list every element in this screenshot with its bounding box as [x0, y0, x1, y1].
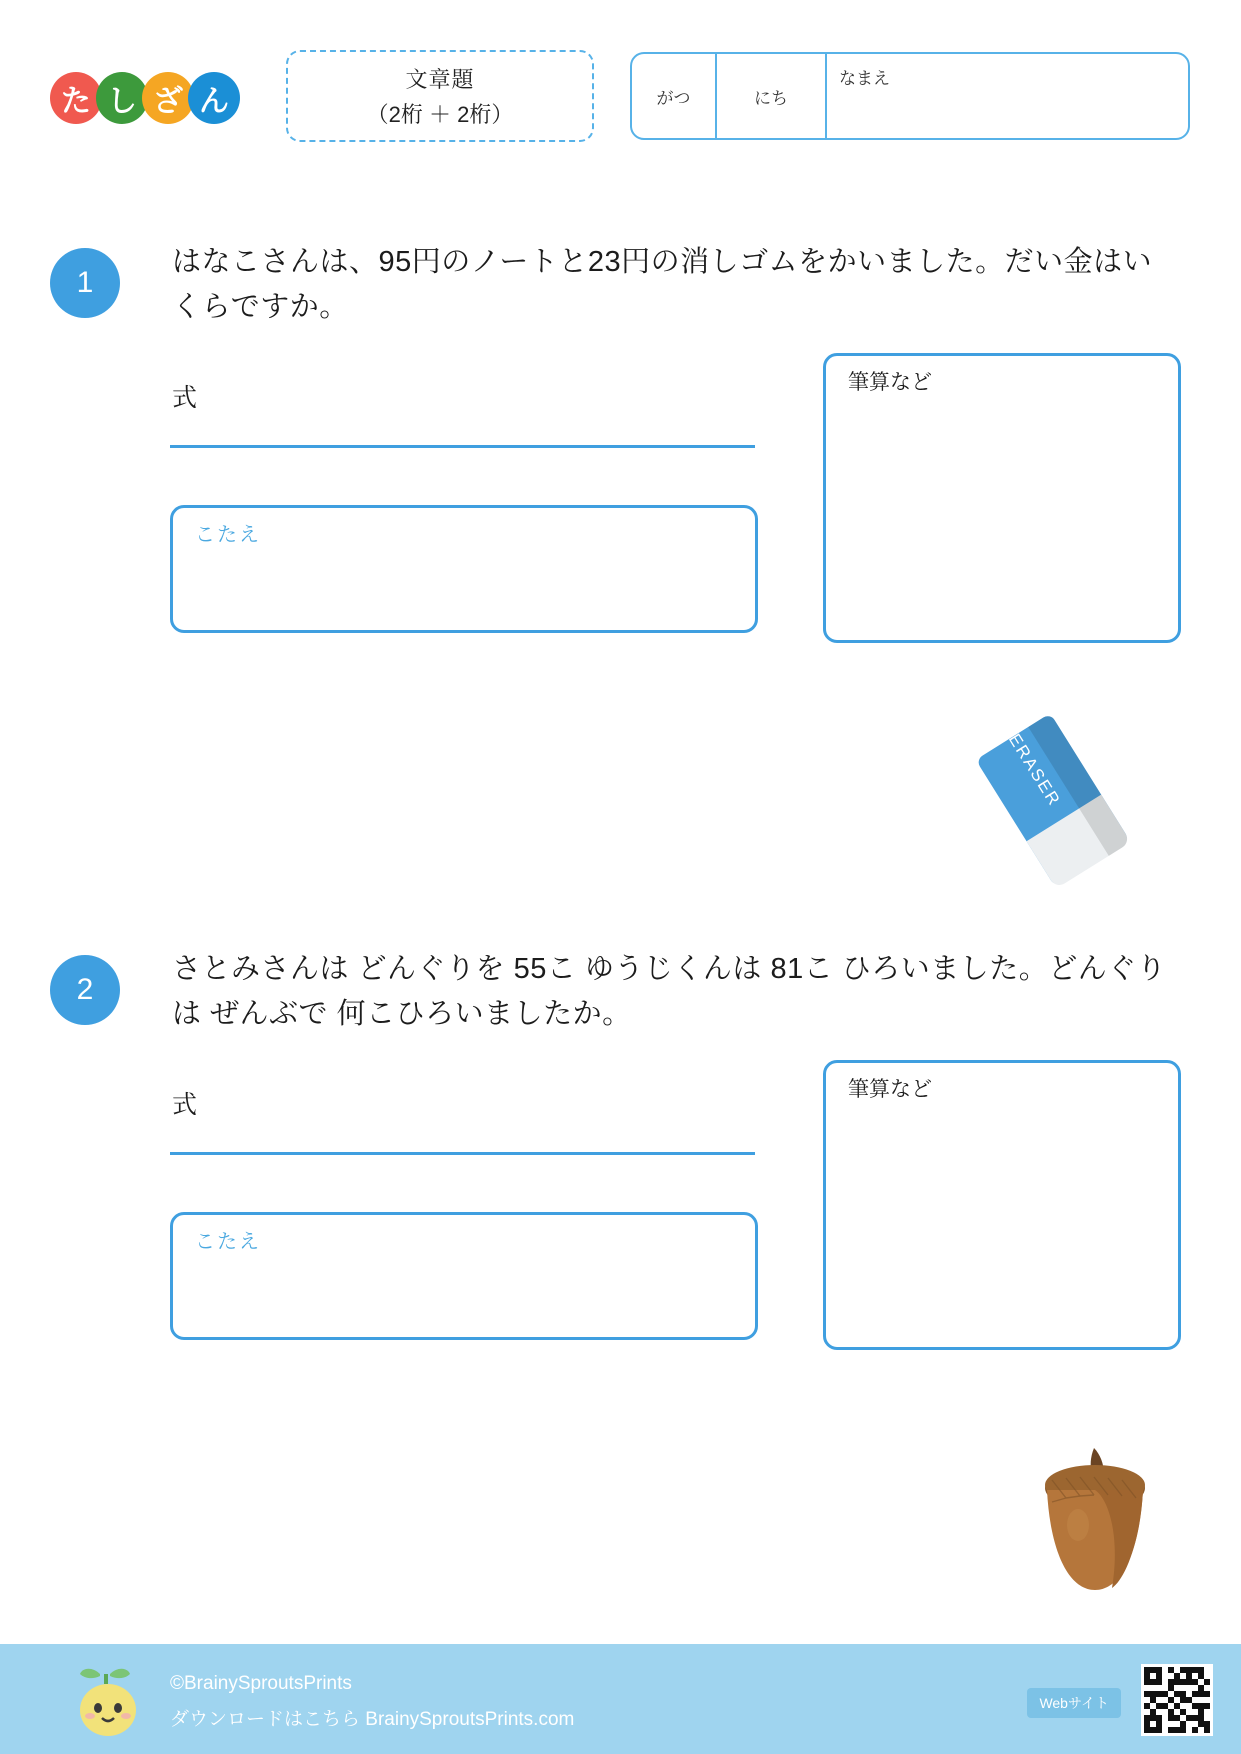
answer-box[interactable] [170, 1212, 758, 1340]
answer-label: こたえ [195, 1231, 261, 1253]
name-field[interactable]: なまえ [839, 69, 890, 88]
logo-char-1: た [50, 72, 102, 124]
scratch-work-label: 筆算など [848, 1078, 932, 1101]
problem-number-badge: 2 [50, 955, 120, 1025]
problem-number-badge: 1 [50, 248, 120, 318]
day-field[interactable]: にち [717, 54, 827, 138]
problem-question-text: はなこさんは、95円のノートと23円の消しゴムをかいました。だい金はいくらですか。 [172, 246, 1153, 323]
formula-label: 式 [172, 384, 198, 412]
logo-char-4: ん [188, 72, 240, 124]
website-label[interactable]: Webサイト [1027, 1688, 1121, 1718]
scratch-work-box[interactable] [823, 353, 1181, 643]
eraser-icon [960, 687, 1184, 918]
worksheet-title-line2: （2桁 ＋ 2桁） [366, 102, 514, 127]
eraser-label: ERASER [1004, 730, 1065, 810]
problem-question-text: さとみさんは どんぐりを 55こ ゆうじくんは 81こ ひろいました。どんぐりは ぜんぶで 何こひろいましたか。 [172, 953, 1167, 1030]
month-field[interactable]: がつ [632, 54, 717, 138]
acorn-icon [1020, 1440, 1170, 1610]
name-date-box [630, 52, 1190, 140]
footer-copyright: ©BrainySproutsPrints [170, 1673, 352, 1694]
worksheet-footer [0, 1644, 1241, 1754]
worksheet-title-line1: 文章題 [405, 67, 475, 92]
qr-code-pattern [1144, 1667, 1210, 1733]
formula-label: 式 [172, 1091, 198, 1119]
formula-write-line[interactable] [170, 1152, 755, 1155]
formula-write-line[interactable] [170, 445, 755, 448]
footer-download-text: ダウンロードはこちら BrainySproutsPrints.com [170, 1709, 575, 1731]
mascot-icon [70, 1660, 148, 1740]
qr-code[interactable] [1141, 1664, 1213, 1736]
footer-text [170, 1666, 574, 1738]
worksheet-title-box [286, 50, 594, 142]
scratch-work-label: 筆算など [848, 371, 932, 394]
answer-label: こたえ [195, 524, 261, 546]
logo-char-3: ざ [142, 72, 194, 124]
worksheet-header [0, 0, 1241, 175]
logo [50, 72, 234, 124]
answer-box[interactable] [170, 505, 758, 633]
logo-char-2: し [96, 72, 148, 124]
scratch-work-box[interactable] [823, 1060, 1181, 1350]
